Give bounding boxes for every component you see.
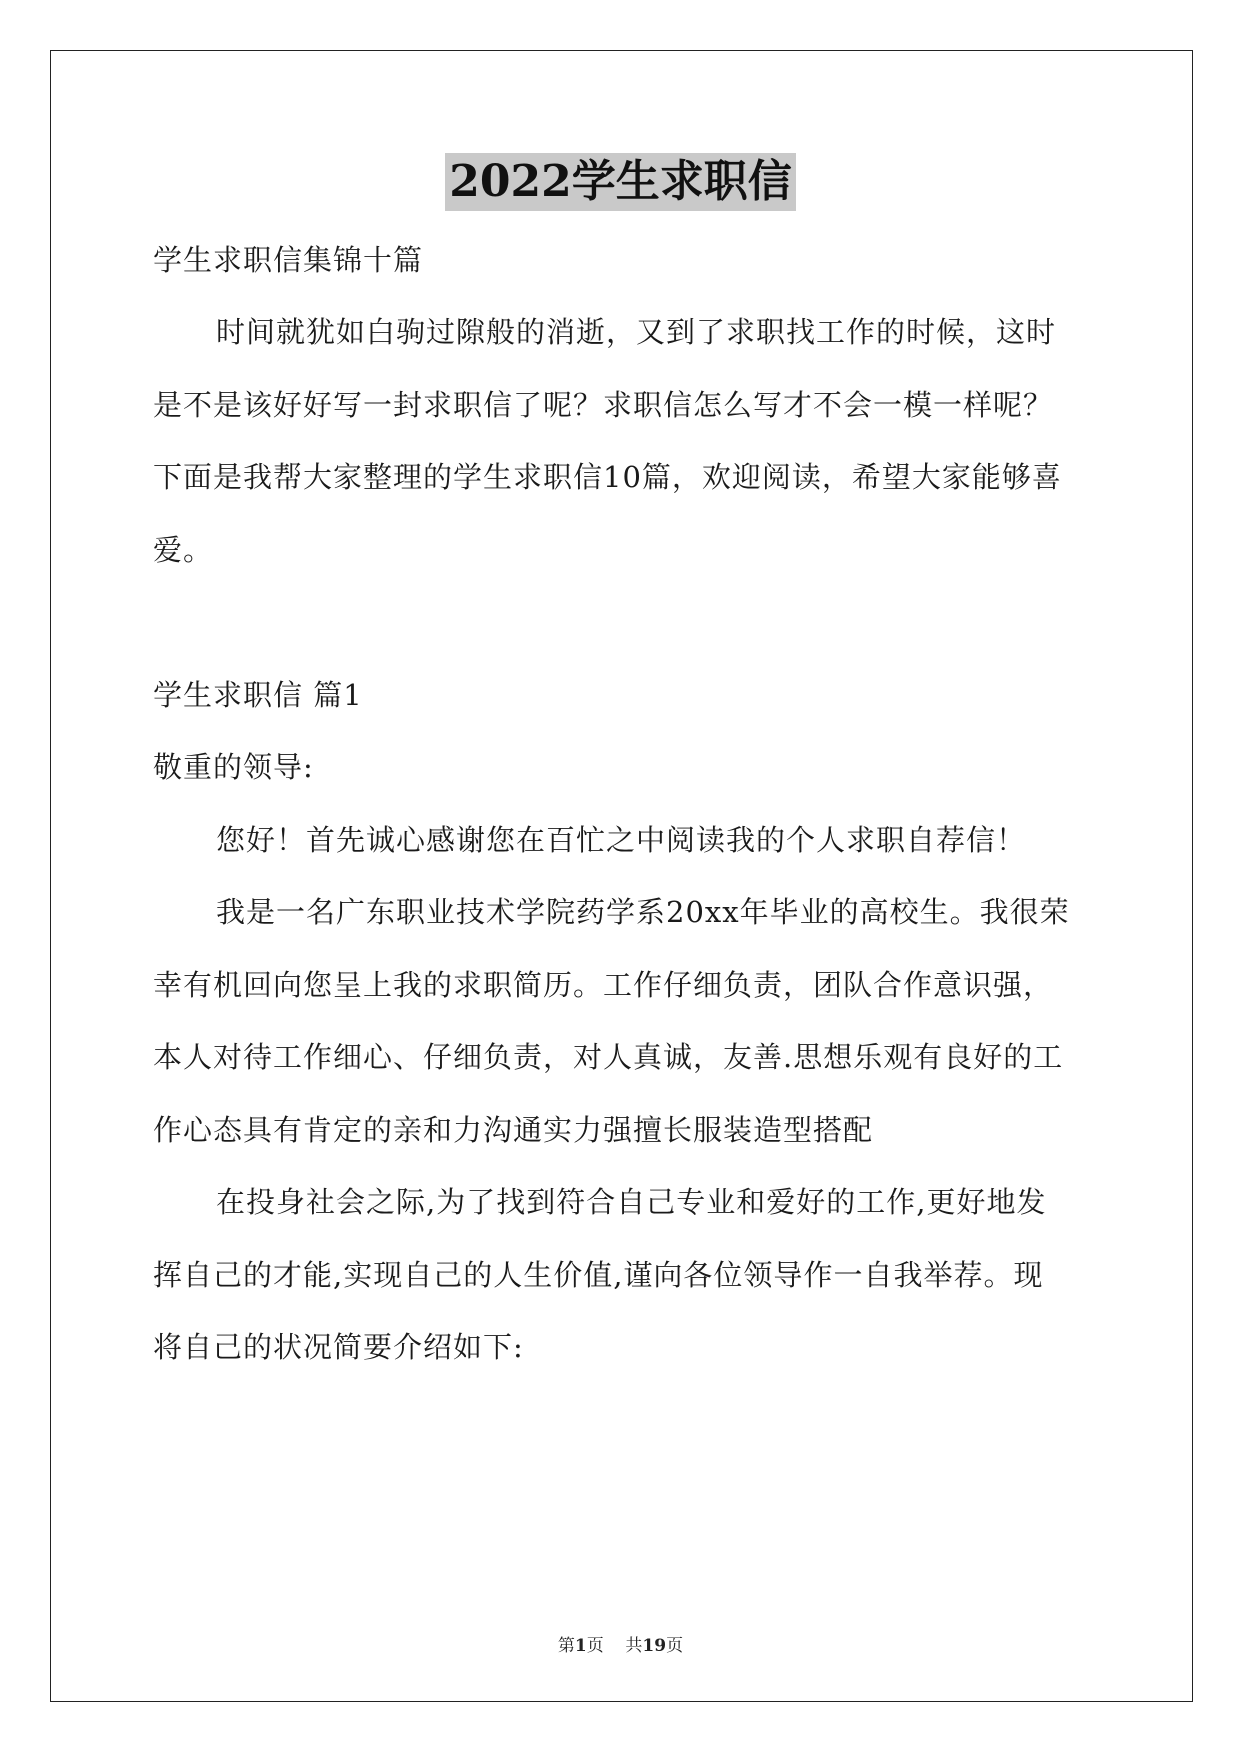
- intro-line-2: 是不是该好好写一封求职信了呢？求职信怎么写才不会一模一样呢？: [153, 388, 1054, 422]
- para1-line-3: 本人对待工作细心、仔细负责，对人真诚，友善.思想乐观有良好的工: [153, 1040, 1064, 1074]
- page-footer: [0, 1631, 1241, 1656]
- para1-line-4: 作心态具有肯定的亲和力沟通实力强擅长服装造型搭配: [153, 1113, 874, 1147]
- page-border: [50, 50, 1193, 1702]
- document-title: 2022学生求职信: [445, 153, 795, 211]
- section-heading: 学生求职信 篇1: [153, 678, 363, 712]
- intro-line-3: 下面是我帮大家整理的学生求职信10篇，欢迎阅读，希望大家能够喜: [153, 460, 1062, 494]
- footer-total-pages: 19: [642, 1636, 667, 1656]
- subtitle: 学生求职信集锦十篇: [153, 243, 424, 277]
- footer-total-prefix: 共: [625, 1636, 643, 1656]
- footer-page-number: 1: [574, 1636, 587, 1656]
- footer-total-unit: 页: [666, 1636, 684, 1656]
- greeting-line: 您好！首先诚心感谢您在百忙之中阅读我的个人求职自荐信！: [216, 823, 1027, 857]
- para1-line-2: 幸有机回向您呈上我的求职简历。工作仔细负责，团队合作意识强，: [153, 968, 1054, 1002]
- para1-line-1: 我是一名广东职业技术学院药学系20xx年毕业的高校生。我很荣: [216, 895, 1070, 929]
- para2-line-2: 挥自己的才能,实现自己的人生价值,谨向各位领导作一自我举荐。现: [153, 1258, 1044, 1292]
- footer-prefix: 第: [557, 1636, 575, 1656]
- para2-line-1: 在投身社会之际,为了找到符合自己专业和爱好的工作,更好地发: [216, 1185, 1047, 1219]
- intro-line-4: 爱。: [153, 533, 214, 567]
- para2-line-3: 将自己的状况简要介绍如下:: [153, 1330, 524, 1364]
- footer-page-unit: 页: [586, 1636, 604, 1656]
- title-wrap: [0, 153, 1241, 211]
- salutation: 敬重的领导:: [153, 750, 314, 784]
- intro-line-1: 时间就犹如白驹过隙般的消逝，又到了求职找工作的时候，这时: [216, 315, 1057, 349]
